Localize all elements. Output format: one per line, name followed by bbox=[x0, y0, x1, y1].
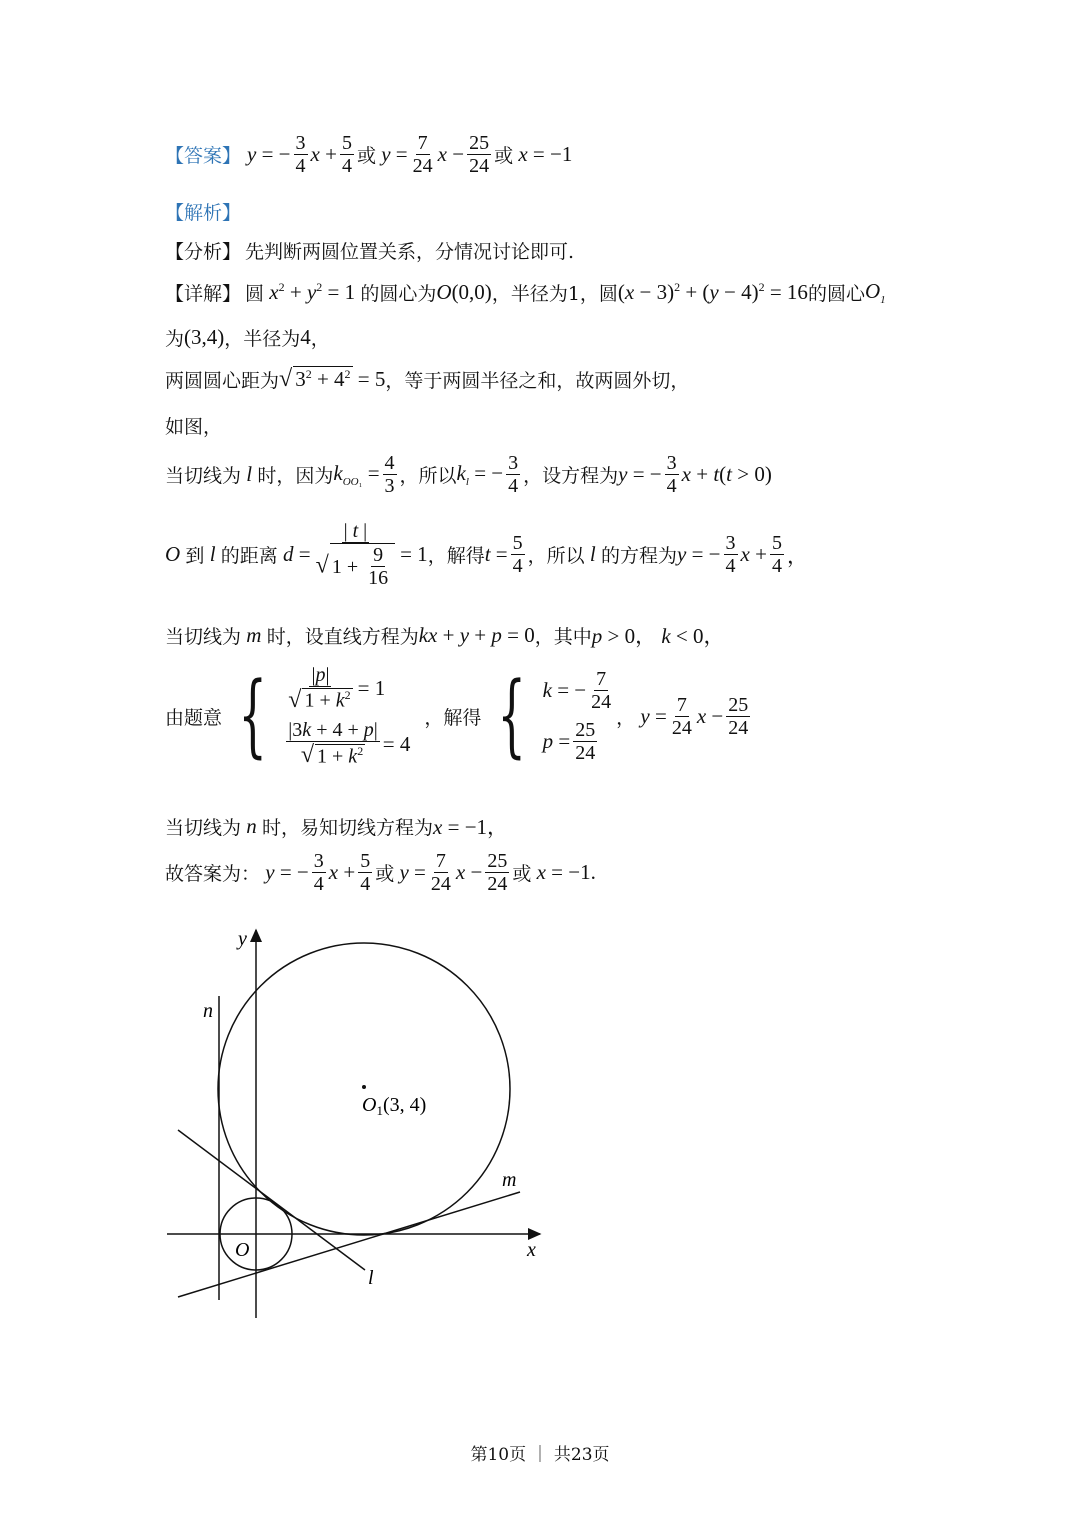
detail-line-4: 如图， bbox=[165, 416, 223, 438]
fraction: $\frac{7}{24}$ bbox=[412, 132, 433, 177]
fraction: $\frac{25}{24}$ bbox=[469, 132, 490, 177]
line-m bbox=[178, 1192, 520, 1297]
fraction: $\frac{25}{24}$ bbox=[728, 693, 749, 739]
detail-line-7: 当切线为 m 时，设直线方程为 kx + y + p = 0 ，其中 p > 0， k < 0， bbox=[165, 622, 725, 648]
fraction: $\frac{7}{24}$ bbox=[671, 693, 692, 739]
fraction: $\frac{3}{4}$ bbox=[725, 532, 736, 577]
fraction: $\frac{5}{4}$ bbox=[341, 132, 352, 177]
fraction: $\frac{4}{3}$ bbox=[384, 452, 395, 497]
label-y: y bbox=[238, 928, 247, 950]
line-l bbox=[178, 1130, 365, 1270]
fraction: $\frac{3}{4}$ bbox=[295, 132, 306, 177]
fenxi-line: 【分析】 先判断两圆位置关系，分情况讨论即可. bbox=[165, 241, 575, 263]
detail-line-6: O 到 l 的距离 d = | t | √ 1 + $\frac{9}{16}$ = 1 ，解得 t = $\frac{5}{4}$ ，所以 l 的方程为 y = − $\frac{3}{4}$ x + $\frac{5}{4}$ ， bbox=[165, 520, 808, 589]
center-dot bbox=[362, 1085, 366, 1089]
detail-line-8: 由题意 { $\frac{|p|}{√ 1 + k^2}$ = 1 $\frac{|3k + 4 + p|}{√ 1 + k^2}$ = 4 ，解得 { k = − $\frac{7}{24}$ p = $\frac{25}{24}$ ， y = $\frac{7}{24}$ x − $\frac{25}{24}$ bbox=[165, 663, 749, 769]
detail-line-9: 当切线为 n 时，易知切线方程为 x = −1， bbox=[165, 813, 509, 839]
detail-line-3: 两圆圆心距为 √ $3^2 + 4^2 = 5$ ，等于两圆半径之和，故两圆外切， bbox=[165, 366, 690, 392]
label-O: O bbox=[235, 1239, 250, 1261]
small-circle bbox=[220, 1198, 292, 1270]
detail-line-10: 故答案为： y = − $\frac{3}{4}$ x + $\frac{5}{4}$ 或 y = $\frac{7}{24}$ x − $\frac{25}{24}$ 或 x = −1. bbox=[165, 850, 596, 895]
answer-line: 【答案】 y = − $\frac{3}{4}$ x + $\frac{5}{4}$ 或 y = $\frac{7}{24}$ x − $\frac{25}{24}$ 或 x = −1 bbox=[165, 132, 573, 177]
fraction: $\frac{5}{4}$ bbox=[512, 532, 523, 577]
page-footer: 第10页 ｜ 共23页 bbox=[470, 1445, 610, 1465]
fraction: $\frac{3}{4}$ bbox=[666, 452, 677, 497]
label-O1: $O_1(3$, 4) bbox=[362, 1094, 427, 1118]
label-x: x bbox=[527, 1239, 536, 1261]
solution-system: k = − $\frac{7}{24}$ p = $\frac{25}{24}$ bbox=[542, 668, 612, 765]
label-m: m bbox=[502, 1169, 517, 1191]
analysis-heading: 【解析】 bbox=[165, 202, 242, 224]
answer-tag: 【答案】 bbox=[165, 145, 242, 167]
fraction: $\frac{7}{24}$ bbox=[430, 850, 451, 895]
fraction: $\frac{3}{4}$ bbox=[508, 452, 519, 497]
equation-system: $\frac{|p|}{√ 1 + k^2}$ = 1 $\frac{|3k + 4 + p|}{√ 1 + k^2}$ = 4 bbox=[288, 664, 411, 769]
large-circle bbox=[218, 943, 510, 1235]
label-l: l bbox=[368, 1267, 374, 1289]
detail-line-5: 当切线为 l 时，因为 $k_{OO_1}$ = $\frac{4}{3}$ ，所以 $k_l$ = − $\frac{3}{4}$ ，设方程为 y = − $\frac{3}{4}$ x + t(t > 0) bbox=[165, 452, 772, 497]
label-n: n bbox=[203, 1000, 213, 1022]
fraction: $\frac{3}{4}$ bbox=[313, 850, 324, 895]
detail-line-2: 为 (3,4) ，半径为 4 ， bbox=[165, 325, 330, 350]
fraction: $\frac{5}{4}$ bbox=[360, 850, 371, 895]
detail-line-1: 【详解】 圆 $x^2 + y^2 = 1$ 的圆心为 O(0,0) ，半径为1，圆 $(x - 3)^2 + (y - 4)^2 = 16$ 的圆心 $O_1$ bbox=[165, 279, 886, 307]
fraction: $\frac{5}{4}$ bbox=[771, 532, 782, 577]
fraction: $\frac{25}{24}$ bbox=[487, 850, 508, 895]
fraction: | t | √ 1 + $\frac{9}{16}$ bbox=[314, 520, 397, 589]
